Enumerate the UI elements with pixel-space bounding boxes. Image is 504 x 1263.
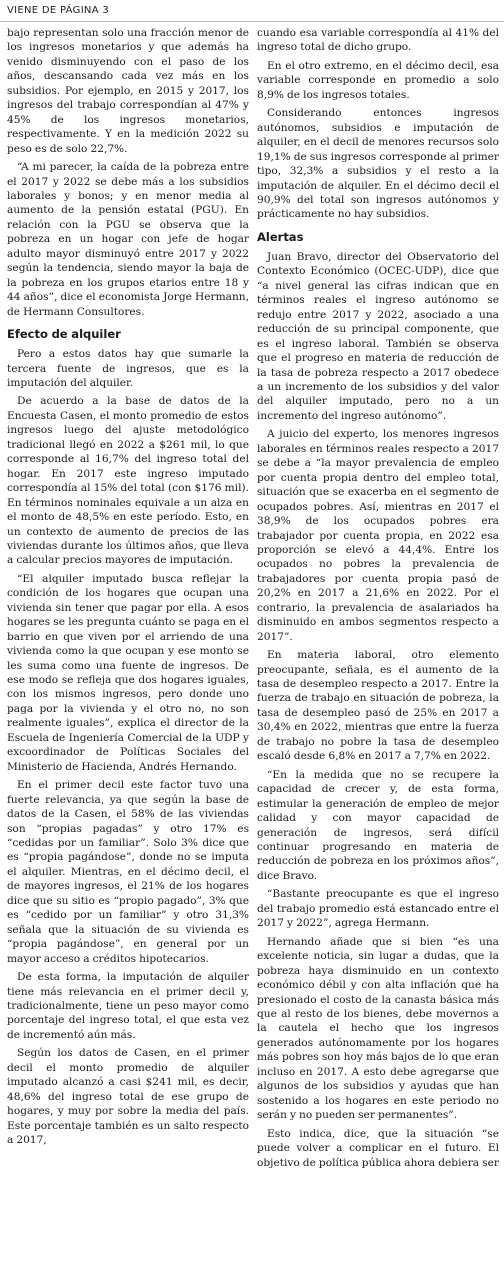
paragraph: Pero a estos datos hay que sumarle la tercera fuente de ingresos, que es la imputación del alquiler.	[7, 348, 249, 389]
paragraph: “A mi parecer, la caída de la pobreza entre el 2017 y 2022 se debe más a los subsidios laborales y bonos; y en menor media al aumento de la pensión estatal (PGU). En relación con la PGU se observa que la pobreza en un hogar con jefe de hogar adulto mayor disminuyó entre 2017 y 2022 según la tendencia, siendo mayor la baja de la pobreza en los grupos etarios entre 18 y 44 años”, dice el economista Jorge Hermann, de Hermann Consultores.	[7, 161, 249, 318]
paragraph: “En la medida que no se recupere la capacidad de crecer y, de esta forma, estimular la generación de empleo de mejor calidad y con mayor capacidad de generación de ingresos, será difícil continuar progresando en materia de reducción de pobreza en los próximos años”, dice Bravo.	[257, 768, 499, 882]
section-heading: Efecto de alquiler	[7, 327, 121, 342]
section-heading: Alertas	[257, 229, 304, 244]
paragraph: “Bastante preocupante es que el ingreso del trabajo promedio está estancado entre el 2017 y 2022”, agrega Hermann.	[257, 888, 499, 930]
paragraph: De acuerdo a la base de datos de la Encuesta Casen, el monto promedio de estos ingresos luego del ajuste metodológico tradicional llegó en 2022 a $261 mil, lo que corresponde al 16,7% del ingreso total del hogar. En 2017 este ingreso imputado correspondía al 15% del total (con $176 mil). En términos nominales equivale a un alza en el monto de 48,5% en este período. Esto, en un contexto de aumento de precios de las viviendas durante los últimos años, que lleva a calcular precios mayores de imputación.	[7, 395, 249, 567]
left-column	[7, 26, 249, 1152]
paragraph: Esto indica, dice, que la situación “se puede volver a complicar en el futuro. El objetivo de política pública ahora debiera ser	[257, 1127, 499, 1169]
paragraph: Según los datos de Casen, en el primer decil el monto promedio de alquiler imputado alcanzó a casi $241 mil, es decir, 48,6% del ingreso total de ese grupo de hogares, y muy por sobre la media del país. Este porcentaje también es un salto respecto a 2017,	[7, 1047, 249, 1147]
continued-from-label: VIENE DE PÁGINA 3	[7, 5, 109, 16]
paragraph: cuando esa variable correspondía al 41% del ingreso total de dicho grupo.	[257, 27, 499, 54]
paragraph: Hernando añade que si bien “es una excelente noticia, sin lugar a dudas, que la pobreza haya disminuido en un contexto económico débil y con alta inflación que ha presionado el costo de la canasta básica más que al resto de los bienes, debe movernos a la cautela el hecho que los ingresos generados autónomamente por los hogares más pobres son hoy más bajos de lo que eran incluso en 2017. A esto debe agregarse que algunos de los subsidios y ayudas que han sostenido a los hogares en este periodo no serán y no pueden ser permanentes”.	[257, 935, 499, 1122]
header-divider	[0, 21, 504, 22]
paragraph: Juan Bravo, director del Observatorio del Contexto Económico (OCEC-UDP), dice que “a nivel general las cifras indican que en términos reales el ingreso autónomo se redujo entre 2017 y 2022, asociado a una reducción de su principal componente, que es el ingreso laboral. También se observa que el progreso en materia de reducción de la tasa de pobreza respecto a 2017 obedece a un incremento de los subsidios y del valor del alquiler imputado, pero no a un incremento del ingreso autónomo”.	[257, 250, 499, 422]
paragraph: En materia laboral, otro elemento preocupante, señala, es el aumento de la tasa de desempleo respecto a 2017. Entre la fuerza de trabajo en situación de pobreza, la tasa de desempleo pasó de 25% en 2017 a 30,4% en 2022, mientras que entre la fuerza de trabajo no pobre la tasa de desempleo escaló desde 6,8% en 2017 a 7,7% en 2022.	[257, 649, 499, 763]
right-column	[257, 26, 499, 1174]
paragraph: A juicio del experto, los menores ingresos laborales en términos reales respecto a 2017 se debe a “la mayor prevalencia de empleo por cuenta propia dentro del empleo total, situación que se exacerba en el segmento de ocupados pobres. Así, mientras en 2017 el 38,9% de los ocupados pobres era trabajador por cuenta propia, en 2022 esa proporción se elevó a 44,4%. Entre los ocupados no pobres la prevalencia de trabajadores por cuenta propia pasó de 20,2% en 2017 a 21,6% en 2022. Por el contrario, la prevalencia de asalariados ha disminuido en ambos segmentos respecto a 2017”.	[257, 428, 499, 643]
paragraph: bajo representan solo una fracción menor de los ingresos monetarios y que además ha venido disminuyendo con el paso de los años, descansando cada vez más en los subsidios. Por ejemplo, en 2015 y 2017, los ingresos del trabajo correspondían al 47% y 45% de los ingresos monetarios, respectivamente. Y en la medición 2022 su peso es de solo 22,7%.	[7, 27, 249, 155]
paragraph: De esta forma, la imputación de alquiler tiene más relevancia en el primer decil y, tradicionalmente, tiene un peso mayor como porcentaje del ingreso total, el que esta vez de incrementó aún más.	[7, 971, 249, 1041]
paragraph: En el otro extremo, en el décimo decil, esa variable corresponde en promedio a solo 8,9% de los ingresos totales.	[257, 59, 499, 101]
paragraph: Considerando entonces ingresos autónomos, subsidios e imputación de alquiler, en el decil de menores recursos solo 19,1% de sus ingresos corresponde al primer tipo, 32,3% a subsidios y el resto a la imputación de alquiler. En el décimo decil el 90,9% del total son ingresos autónomos y prácticamente no hay subsidios.	[257, 107, 499, 221]
paragraph: En el primer decil este factor tuvo una fuerte relevancia, ya que según la base de datos de la Casen, el 58% de las viviendas son “propias pagadas” y otro 17% es “cedidas por un familiar”. Solo 3% dice que es “propia pagándose”, donde no se imputa el alquiler. Mientras, en el décimo decil, el de mayores ingresos, el 21% de los hogares dice que su sitio es “propio pagado”, 3% que es “cedido por un familiar” y otro 31,3% señala que la situación de su vivienda es “propia pagándose”, en general por un mayor acceso a créditos hipotecarios.	[7, 779, 249, 965]
paragraph: “El alquiler imputado busca reflejar la condición de los hogares que ocupan una vivienda sin tener que pagar por ella. A esos hogares se les pregunta cuánto se paga en el barrio en que viven por el arriendo de una vivienda como la que ocupan y ese monto se les suma como una fuente de ingresos. De ese modo se refleja que dos hogares iguales, con los mismos ingresos, pero donde uno paga por la vivienda y el otro no, no son realmente iguales”, explica el director de la Escuela de Ingeniería Comercial de la UDP y excoordinador de Políticas Sociales del Ministerio de Hacienda, Andrés Hernando.	[7, 572, 249, 773]
